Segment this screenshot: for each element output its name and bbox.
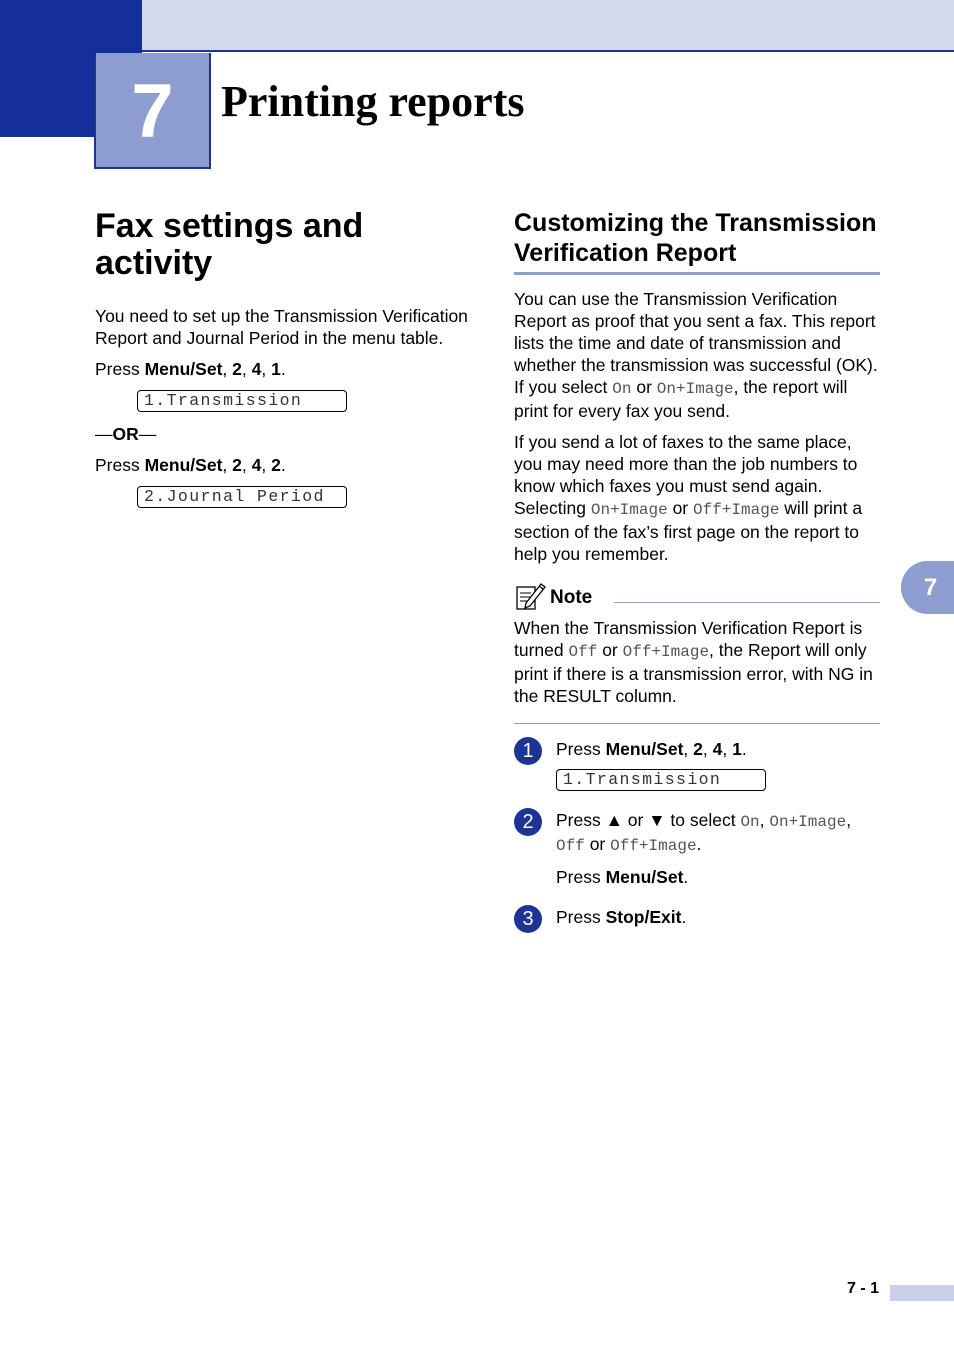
step-1 bbox=[514, 738, 880, 791]
paragraph-2: If you send a lot of faxes to the same place, you may need more than the job numbers to know which faxes you must send again. Selecting On+Image or Off+Image will print a section of the fax’s first page on the report to help you remember. bbox=[514, 432, 863, 564]
note-header bbox=[514, 583, 880, 613]
step-2-text: Press ▲ or ▼ to select On, On+Image, Off or Off+Image. bbox=[556, 810, 852, 855]
chapter-side-tab: 7 bbox=[901, 561, 954, 614]
section-heading-fax-settings: Fax settings and activity bbox=[95, 207, 364, 282]
instruction-line-1: Press Menu/Set, 2, 4, 1. bbox=[95, 359, 286, 379]
note-body: When the Transmission Verification Report is turned Off or Off+Image, the Report will only print if there is a transmission error, with NG in the RESULT column. bbox=[514, 617, 880, 724]
chapter-number: 7 bbox=[131, 69, 174, 154]
chapter-number-box bbox=[94, 53, 211, 169]
lcd-display-wrap bbox=[137, 486, 470, 508]
note-label: Note bbox=[550, 587, 593, 608]
step-number-badge: 3 bbox=[514, 905, 542, 933]
paragraph-1: You can use the Transmission Verification Report as proof that you sent a fax. This report lists the time and date of transmission and whether the transmission was successful (OK). If you select On or On+Image, the report will print for every fax you send. bbox=[514, 289, 878, 421]
right-column bbox=[514, 208, 880, 928]
or-separator: —OR— bbox=[95, 424, 157, 444]
step-number-badge: 2 bbox=[514, 808, 542, 836]
chapter-title: Printing reports bbox=[221, 77, 525, 126]
intro-paragraph: You need to set up the Transmission Verification Report and Journal Period in the menu table. bbox=[95, 306, 468, 348]
section-heading-customizing: Customizing the Transmission Verification Report bbox=[514, 208, 880, 275]
step-2 bbox=[514, 809, 880, 888]
step-3-text: Press Stop/Exit. bbox=[556, 907, 687, 927]
left-column bbox=[95, 208, 470, 519]
step-3 bbox=[514, 906, 880, 928]
lcd-display-transmission: 1.Transmission bbox=[556, 769, 766, 791]
lcd-display-transmission: 1.Transmission bbox=[137, 390, 347, 412]
menu-set-key: Menu/Set bbox=[144, 359, 223, 379]
instruction-line-2: Press Menu/Set, 2, 4, 2. bbox=[95, 455, 286, 475]
menu-set-key: Menu/Set bbox=[144, 455, 223, 475]
lcd-display-wrap bbox=[556, 769, 880, 791]
footer-bar bbox=[890, 1285, 954, 1301]
header-band bbox=[142, 0, 954, 52]
lcd-display-wrap bbox=[137, 390, 470, 412]
page-number: 7 - 1 bbox=[847, 1280, 880, 1297]
note-divider bbox=[614, 602, 880, 603]
lcd-display-journal-period: 2.Journal Period bbox=[137, 486, 347, 508]
step-number-badge: 1 bbox=[514, 737, 542, 765]
note-pencil-icon bbox=[514, 581, 546, 616]
step-2-confirm: Press Menu/Set. bbox=[556, 867, 689, 887]
step-1-text: Press Menu/Set, 2, 4, 1. bbox=[556, 739, 747, 759]
